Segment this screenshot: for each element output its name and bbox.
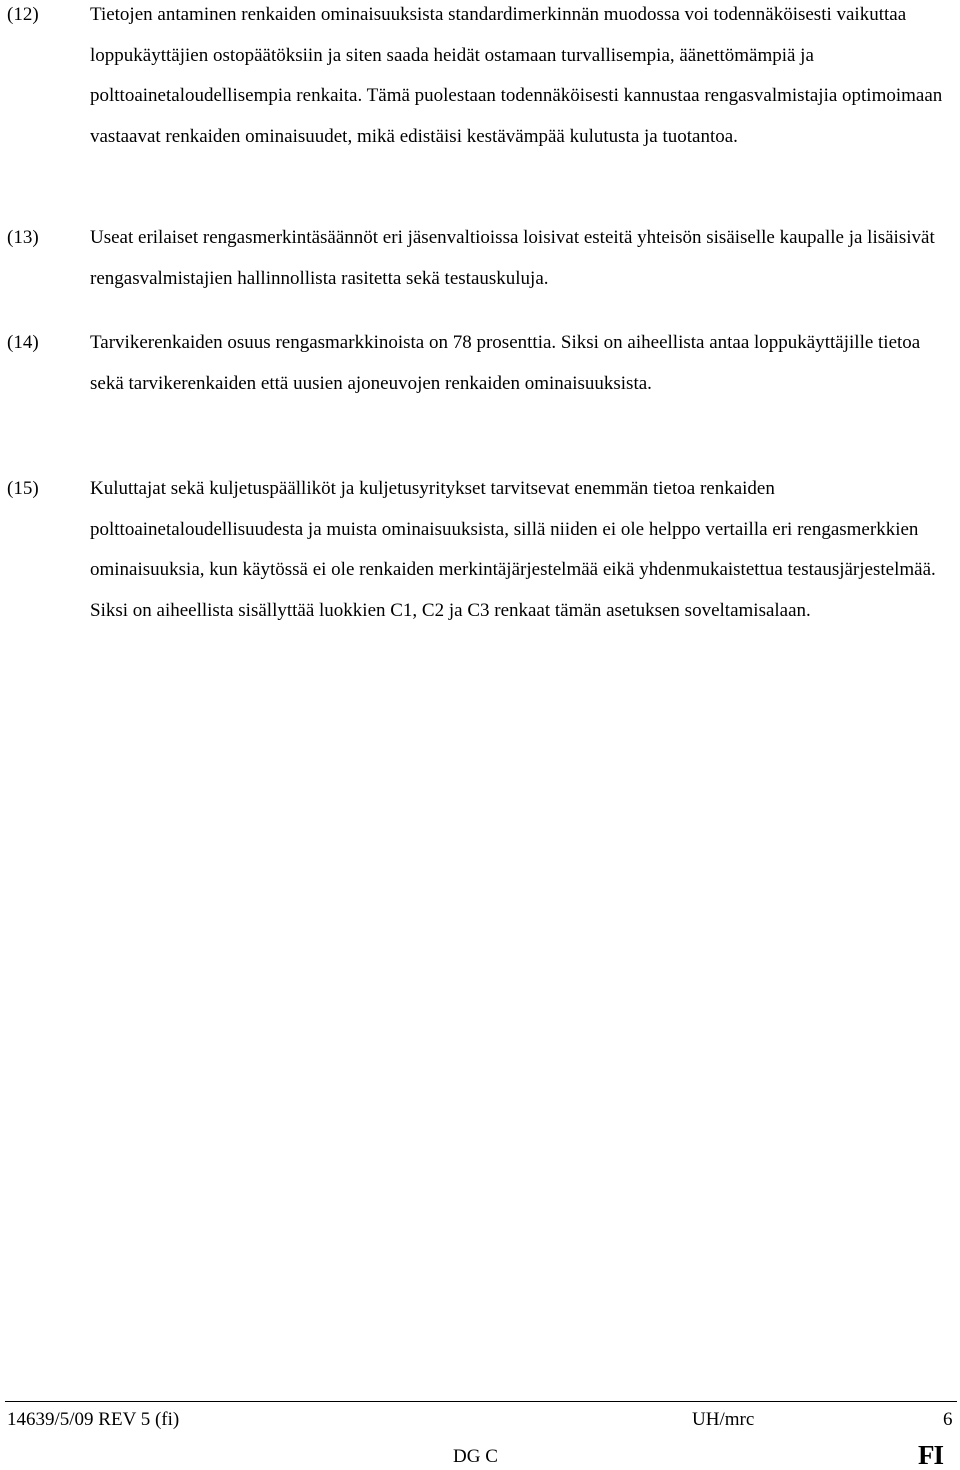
footer-document-reference: 14639/5/09 REV 5 (fi) [7, 1409, 180, 1430]
paragraph-number: (14) [7, 332, 39, 353]
paragraph-text: Tarvikerenkaiden osuus rengasmarkkinoista on 78 prosenttia. Siksi on aiheellista antaa loppukäyttäjille tietoa sekä tarvikerenkaiden että uusien ajoneuvojen renkaiden ominaisuuksista. [90, 332, 921, 394]
paragraph-number: (15) [7, 478, 39, 499]
footer-author-initials: UH/mrc [692, 1409, 755, 1430]
paragraph-text: Tietojen antaminen renkaiden ominaisuuksista standardimerkinnän muodossa voi todennäköisesti vaikuttaa loppukäyttäjien ostopäätöksiin ja siten saada heidät ostamaan turvallisempia, äänettömämpiä ja polttoainetaloudellisempia renkaita. Tämä puolestaan todennäköisesti kannustaa rengasvalmistajia optimoimaan vastaavat renkaiden ominaisuudet, mikä edistäisi kestävämpää kulutusta ja tuotantoa. [90, 4, 943, 147]
paragraph-number: (12) [7, 4, 39, 25]
footer-page-number: 6 [943, 1409, 953, 1430]
paragraph-number: (13) [7, 227, 39, 248]
footer-department: DG C [453, 1446, 498, 1467]
footer-divider [5, 1401, 957, 1402]
footer-language-code: FI [918, 1440, 943, 1470]
paragraph-text: Useat erilaiset rengasmerkintäsäännöt eri jäsenvaltioissa loisivat esteitä yhteisön sisäiselle kaupalle ja lisäisivät rengasvalmistajien hallinnollista rasitetta sekä testauskuluja. [90, 227, 935, 289]
paragraph-text: Kuluttajat sekä kuljetuspäälliköt ja kuljetusyritykset tarvitsevat enemmän tietoa renkaiden polttoainetaloudellisuudesta ja muista ominaisuuksista, sillä niiden ei ole helppo vertailla eri rengasmerkkien ominaisuuksia, kun käytössä ei ole renkaiden merkintäjärjestelmää eikä yhdenmukaistettua testausjärjestelmää. Siksi on aiheellista sisällyttää luokkien C1, C2 ja C3 renkaat tämän asetuksen soveltamisalaan. [90, 478, 936, 621]
